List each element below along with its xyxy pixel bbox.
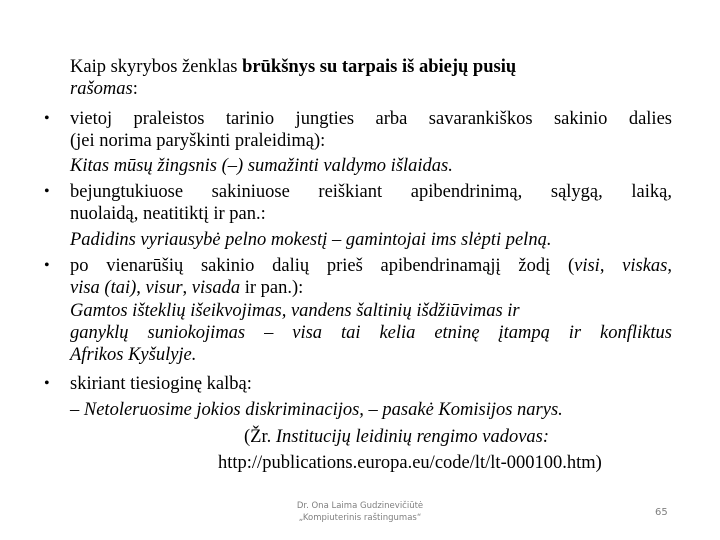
- reference-line-1: (Žr. Institucijų leidinių rengimo vadovas:: [244, 427, 550, 447]
- item-2-example: Padidins vyriausybė pelno mokestį – gamintojai ims slėpti pelną.: [70, 230, 552, 250]
- intro-line-1: [70, 56, 672, 78]
- item-1-line-1: vietoj praleistos tarinio jungties arba savarankiškos sakinio dalies: [70, 109, 672, 129]
- bullet-icon: •: [44, 375, 50, 392]
- item-3-example-line-2: ganyklų suniokojimas – visa tai kelia etninę įtampą ir konfliktus: [70, 323, 672, 343]
- intro-colon: :: [132, 79, 138, 99]
- item-3-example-line-1: Gamtos išteklių išeikvojimas, vandens šaltinių išdžiūvimas ir: [70, 301, 520, 321]
- page-number: 65: [655, 507, 668, 518]
- item-1-example: Kitas mūsų žingsnis (–) sumažinti valdymo išlaidas.: [70, 156, 453, 176]
- reference-url: http://publications.europa.eu/code/lt/lt-000100.htm): [218, 453, 602, 473]
- item-4-example: – Netoleruosime jokios diskriminacijos, – pasakė Komisijos narys.: [70, 400, 563, 420]
- footer: [270, 500, 450, 524]
- intro-bold-term: brūkšnys su tarpais iš abiejų pusių: [242, 57, 517, 77]
- item-3-line-2: visa (tai), visur, visada ir pan.):: [70, 278, 304, 298]
- footer-author: Dr. Ona Laima Gudzinevičiūtė: [296, 501, 424, 511]
- intro-line-2: [70, 78, 672, 100]
- intro-text: Kaip skyrybos ženklas: [70, 57, 243, 77]
- intro-italic-word: rašomas: [70, 79, 133, 99]
- bullet-icon: •: [44, 110, 50, 127]
- item-2-line-2: nuolaidą, neatitiktį ir pan.:: [70, 204, 266, 224]
- bullet-icon: •: [44, 183, 50, 200]
- item-3-line-1: po vienarūšių sakinio dalių prieš apibendrinamąjį žodį (visi, viskas,: [70, 256, 673, 276]
- reference-title: Institucijų leidinių rengimo vadovas:: [275, 427, 550, 447]
- item-3-example-line-3: Afrikos Kyšulyje.: [70, 345, 197, 365]
- item-4-line-1: skiriant tiesioginę kalbą:: [70, 374, 252, 394]
- footer-course: „Kompiuterinis raštingumas“: [298, 513, 422, 523]
- bullet-icon: •: [44, 257, 50, 274]
- item-2-line-1: bejungtukiuose sakiniuose reiškiant apibendrinimą, sąlygą, laiką,: [70, 182, 672, 202]
- item-1-line-2: (jei norima paryškinti praleidimą):: [70, 131, 326, 151]
